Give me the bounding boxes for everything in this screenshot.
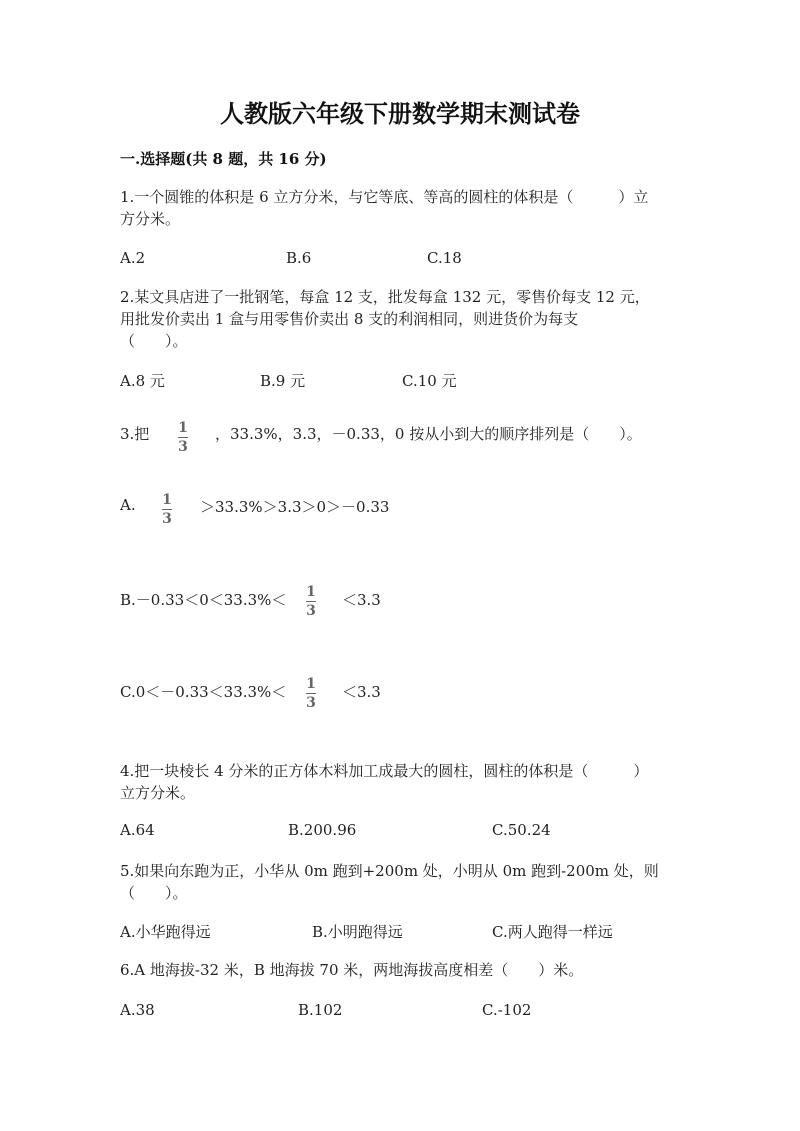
- fraction-denominator: 3: [306, 695, 316, 711]
- question-3-option-b: [120, 584, 680, 624]
- question-4-option-b: B.200.96: [288, 821, 357, 839]
- fraction-denominator: 3: [162, 511, 172, 527]
- question-5-option-c: C.两人跑得一样远: [492, 923, 613, 941]
- option-c-suffix: ＜3.3: [342, 683, 381, 701]
- question-5-options: [120, 921, 680, 943]
- fraction-one-third: [162, 492, 172, 527]
- page-title: 人教版六年级下册数学期末测试卷: [220, 99, 580, 128]
- question-6-option-b: B.102: [298, 1001, 343, 1019]
- question-3-prefix: 3.把: [120, 425, 150, 443]
- question-4-line-2: 立方分米。: [120, 784, 196, 802]
- question-3: [120, 420, 680, 460]
- fraction-bar: [178, 437, 188, 438]
- fraction-bar: [306, 693, 316, 694]
- question-6-option-c: C.-102: [482, 1001, 532, 1019]
- question-1-option-c: C.18: [427, 249, 462, 267]
- question-6-options: [120, 1001, 680, 1023]
- question-4-line-1: 4.把一块棱长 4 分米的正方体木料加工成最大的圆柱，圆柱的体积是（ ）: [120, 762, 649, 780]
- question-1: [120, 186, 680, 230]
- section-heading: 一.选择题(共 8 题，共 16 分): [120, 150, 327, 168]
- fraction-numerator: 1: [306, 584, 316, 600]
- question-6: [120, 959, 680, 981]
- option-a-prefix: A.: [120, 496, 136, 514]
- question-4: [120, 760, 680, 804]
- question-2-line-3: （ ）。: [120, 332, 188, 350]
- fraction-denominator: 3: [178, 439, 188, 455]
- fraction-numerator: 1: [306, 676, 316, 692]
- question-2-line-1: 2.某文具店进了一批钢笔，每盒 12 支，批发每盒 132 元，零售价每支 12 元，: [120, 288, 650, 306]
- question-2-line-2: 用批发价卖出 1 盒与用零售价卖出 8 支的利润相同，则进货价为每支: [120, 310, 579, 328]
- option-a-suffix: ＞33.3%＞3.3＞0＞－0.33: [200, 498, 390, 516]
- question-3-option-a: [120, 492, 680, 532]
- question-4-option-c: C.50.24: [492, 821, 551, 839]
- fraction-bar: [306, 601, 316, 602]
- fraction-numerator: 1: [162, 492, 172, 508]
- question-5-line-2: （ ）。: [120, 884, 188, 902]
- fraction-one-third: [306, 584, 316, 619]
- question-4-options: [120, 821, 680, 843]
- question-1-options: [120, 249, 680, 271]
- question-5-line-1: 5.如果向东跑为正，小华从 0m 跑到+200m 处，小明从 0m 跑到-200m 处，则: [120, 862, 659, 880]
- question-5-option-b: B.小明跑得远: [312, 923, 403, 941]
- fraction-numerator: 1: [178, 420, 188, 436]
- question-2: [120, 286, 680, 352]
- option-c-prefix: C.0＜－0.33＜33.3%＜: [120, 683, 287, 701]
- question-1-line-2: 方分米。: [120, 210, 181, 228]
- fraction-denominator: 3: [306, 603, 316, 619]
- question-2-options: [120, 370, 680, 392]
- question-4-option-a: A.64: [120, 821, 155, 839]
- question-5-option-a: A.小华跑得远: [120, 923, 211, 941]
- question-6-option-a: A.38: [120, 1001, 155, 1019]
- fraction-bar: [162, 509, 172, 510]
- question-6-line-1: 6.A 地海拔-32 米，B 地海拔 70 米，两地海拔高度相差（ ）米。: [120, 961, 584, 979]
- option-b-prefix: B.－0.33＜0＜33.3%＜: [120, 591, 287, 609]
- question-1-option-a: A.2: [120, 249, 146, 267]
- question-1-option-b: B.6: [286, 249, 312, 267]
- question-3-suffix: ，33.3%，3.3，－0.33，0 按从小到大的顺序排列是（ ）。: [215, 425, 642, 443]
- fraction-one-third: [306, 676, 316, 711]
- question-1-line-1: 1.一个圆锥的体积是 6 立方分米，与它等底、等高的圆柱的体积是（ ）立: [120, 188, 649, 206]
- option-b-suffix: ＜3.3: [342, 591, 381, 609]
- question-5: [120, 860, 680, 904]
- question-2-option-b: B.9 元: [260, 372, 306, 390]
- question-3-option-c: [120, 676, 680, 716]
- question-2-option-c: C.10 元: [402, 372, 457, 390]
- fraction-one-third: [178, 420, 188, 455]
- question-2-option-a: A.8 元: [120, 372, 165, 390]
